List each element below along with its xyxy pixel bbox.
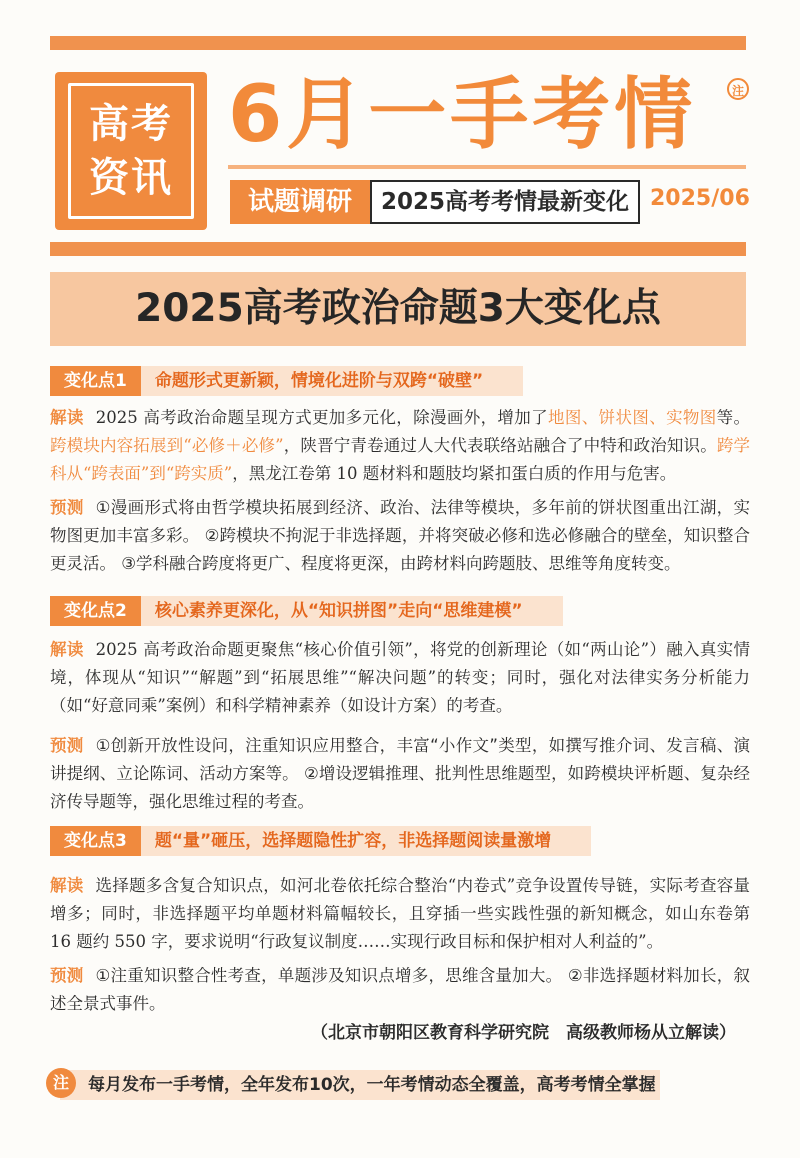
section-2-yuce — [50, 732, 750, 816]
top-border-bar — [50, 36, 746, 50]
article-title: 2025高考政治命题3大变化点 — [135, 286, 661, 331]
jiedu-label: 解读 — [50, 640, 84, 659]
section-3-yuce — [50, 962, 750, 1018]
issue-date: 2025/06 — [650, 186, 750, 211]
highlight-text: 地图、饼状图、实物图 — [548, 408, 717, 427]
section-number: 变化点3 — [50, 826, 141, 856]
logo-gaokao-zixun — [55, 72, 207, 230]
text-part: ，黑龙江卷第 10 题材料和题肢均紧扣蛋白质的作用与危害。 — [232, 464, 677, 483]
note-mark-icon: 注 — [727, 78, 749, 100]
logo-line-2: 资讯 — [89, 155, 173, 201]
section-header-1 — [50, 366, 523, 396]
yuce-text: ①漫画形式将由哲学模块拓展到经济、政治、法律等模块，多年前的饼状图重出江湖，实物图更加丰富多彩。 ②跨模块不拘泥于非选择题，并将突破必修和选必修融合的壁垒，知识整合更灵活。 ③学科融合跨度将更广、程度将更深，由跨材料向跨题肢、思维等角度转变。 — [50, 498, 751, 573]
section-header-2 — [50, 596, 563, 626]
highlight-text: 跨学科从“跨表面”到“跨实质” — [50, 436, 751, 483]
jiedu-text: 2025 高考政治命题更聚焦“核心价值引领”，将党的创新理论（如“两山论”）融入真实情境，体现从“知识”“解题”到“拓展思维”“解决问题”的转变；同时，强化对法律实务分析能力（如“好意同乘”案例）和科学精神素养（如设计方案）的考查。 — [50, 640, 750, 715]
footer-note-icon: 注 — [46, 1068, 76, 1098]
yuce-label: 预测 — [50, 736, 84, 755]
jiedu-text: 选择题多含复合知识点，如河北卷依托综合整治“内卷式”竞争设置传导链，实际考查容量增多；同时，非选择题平均单题材料篇幅较长，且穿插一些实践性强的新知概念，如山东卷第 16 题约 550 字，要求说明“行政复议制度……实现行政目标和保护相对人利益的”。 — [50, 876, 750, 951]
logo-line-1: 高考 — [89, 101, 173, 147]
section-2-jiedu — [50, 636, 750, 720]
yuce-text: ①注重知识整合性考查，单题涉及知识点增多，思维含量加大。 ②非选择题材料加长，叙述全景式事件。 — [50, 966, 750, 1013]
main-title: 6月一手考情 — [228, 70, 697, 160]
text-part: 等。 — [716, 408, 751, 427]
text-part: 2025 高考政治命题呈现方式更加多元化，除漫画外，增加了 — [95, 408, 549, 427]
tag-shiti-diaoyan: 试题调研 — [230, 180, 370, 224]
yuce-label: 预测 — [50, 498, 84, 517]
section-title: 题“量”砸压，选择题隐性扩容，非选择题阅读量激增 — [141, 826, 591, 856]
section-number: 变化点1 — [50, 366, 141, 396]
section-title: 核心素养更深化，从“知识拼图”走向“思维建模” — [141, 596, 563, 626]
author-credit: （北京市朝阳区教育科学研究院 高级教师杨从立解读） — [311, 1023, 736, 1043]
text-part: ，陕晋宁青卷通过人大代表联络站融合了中特和政治知识。 — [283, 436, 717, 455]
section-title: 命题形式更新颖，情境化进阶与双跨“破壁” — [141, 366, 523, 396]
jiedu-label: 解读 — [50, 876, 84, 895]
section-number: 变化点2 — [50, 596, 141, 626]
section-3-jiedu — [50, 872, 750, 956]
section-header-3 — [50, 826, 591, 856]
section-1-yuce — [50, 494, 750, 578]
highlight-text: 跨模块内容拓展到“必修＋必修” — [50, 436, 284, 455]
footer-text: 每月发布一手考情，全年发布10次，一年考情动态全覆盖，高考考情全掌握 — [88, 1075, 656, 1095]
yuce-text: ①创新开放性设问，注重知识应用整合，丰富“小作文”类型，如撰写推介词、发言稿、演讲提纲、立论陈词、活动方案等。 ②增设逻辑推理、批判性思维题型，如跨模块评析题、复杂经济传导题等，强化思维过程的考查。 — [50, 736, 751, 811]
header-bottom-bar — [50, 242, 746, 256]
section-1-jiedu — [50, 404, 750, 488]
tag-subtitle: 2025高考考情最新变化 — [370, 180, 640, 224]
jiedu-label: 解读 — [50, 408, 84, 427]
yuce-label: 预测 — [50, 966, 84, 985]
